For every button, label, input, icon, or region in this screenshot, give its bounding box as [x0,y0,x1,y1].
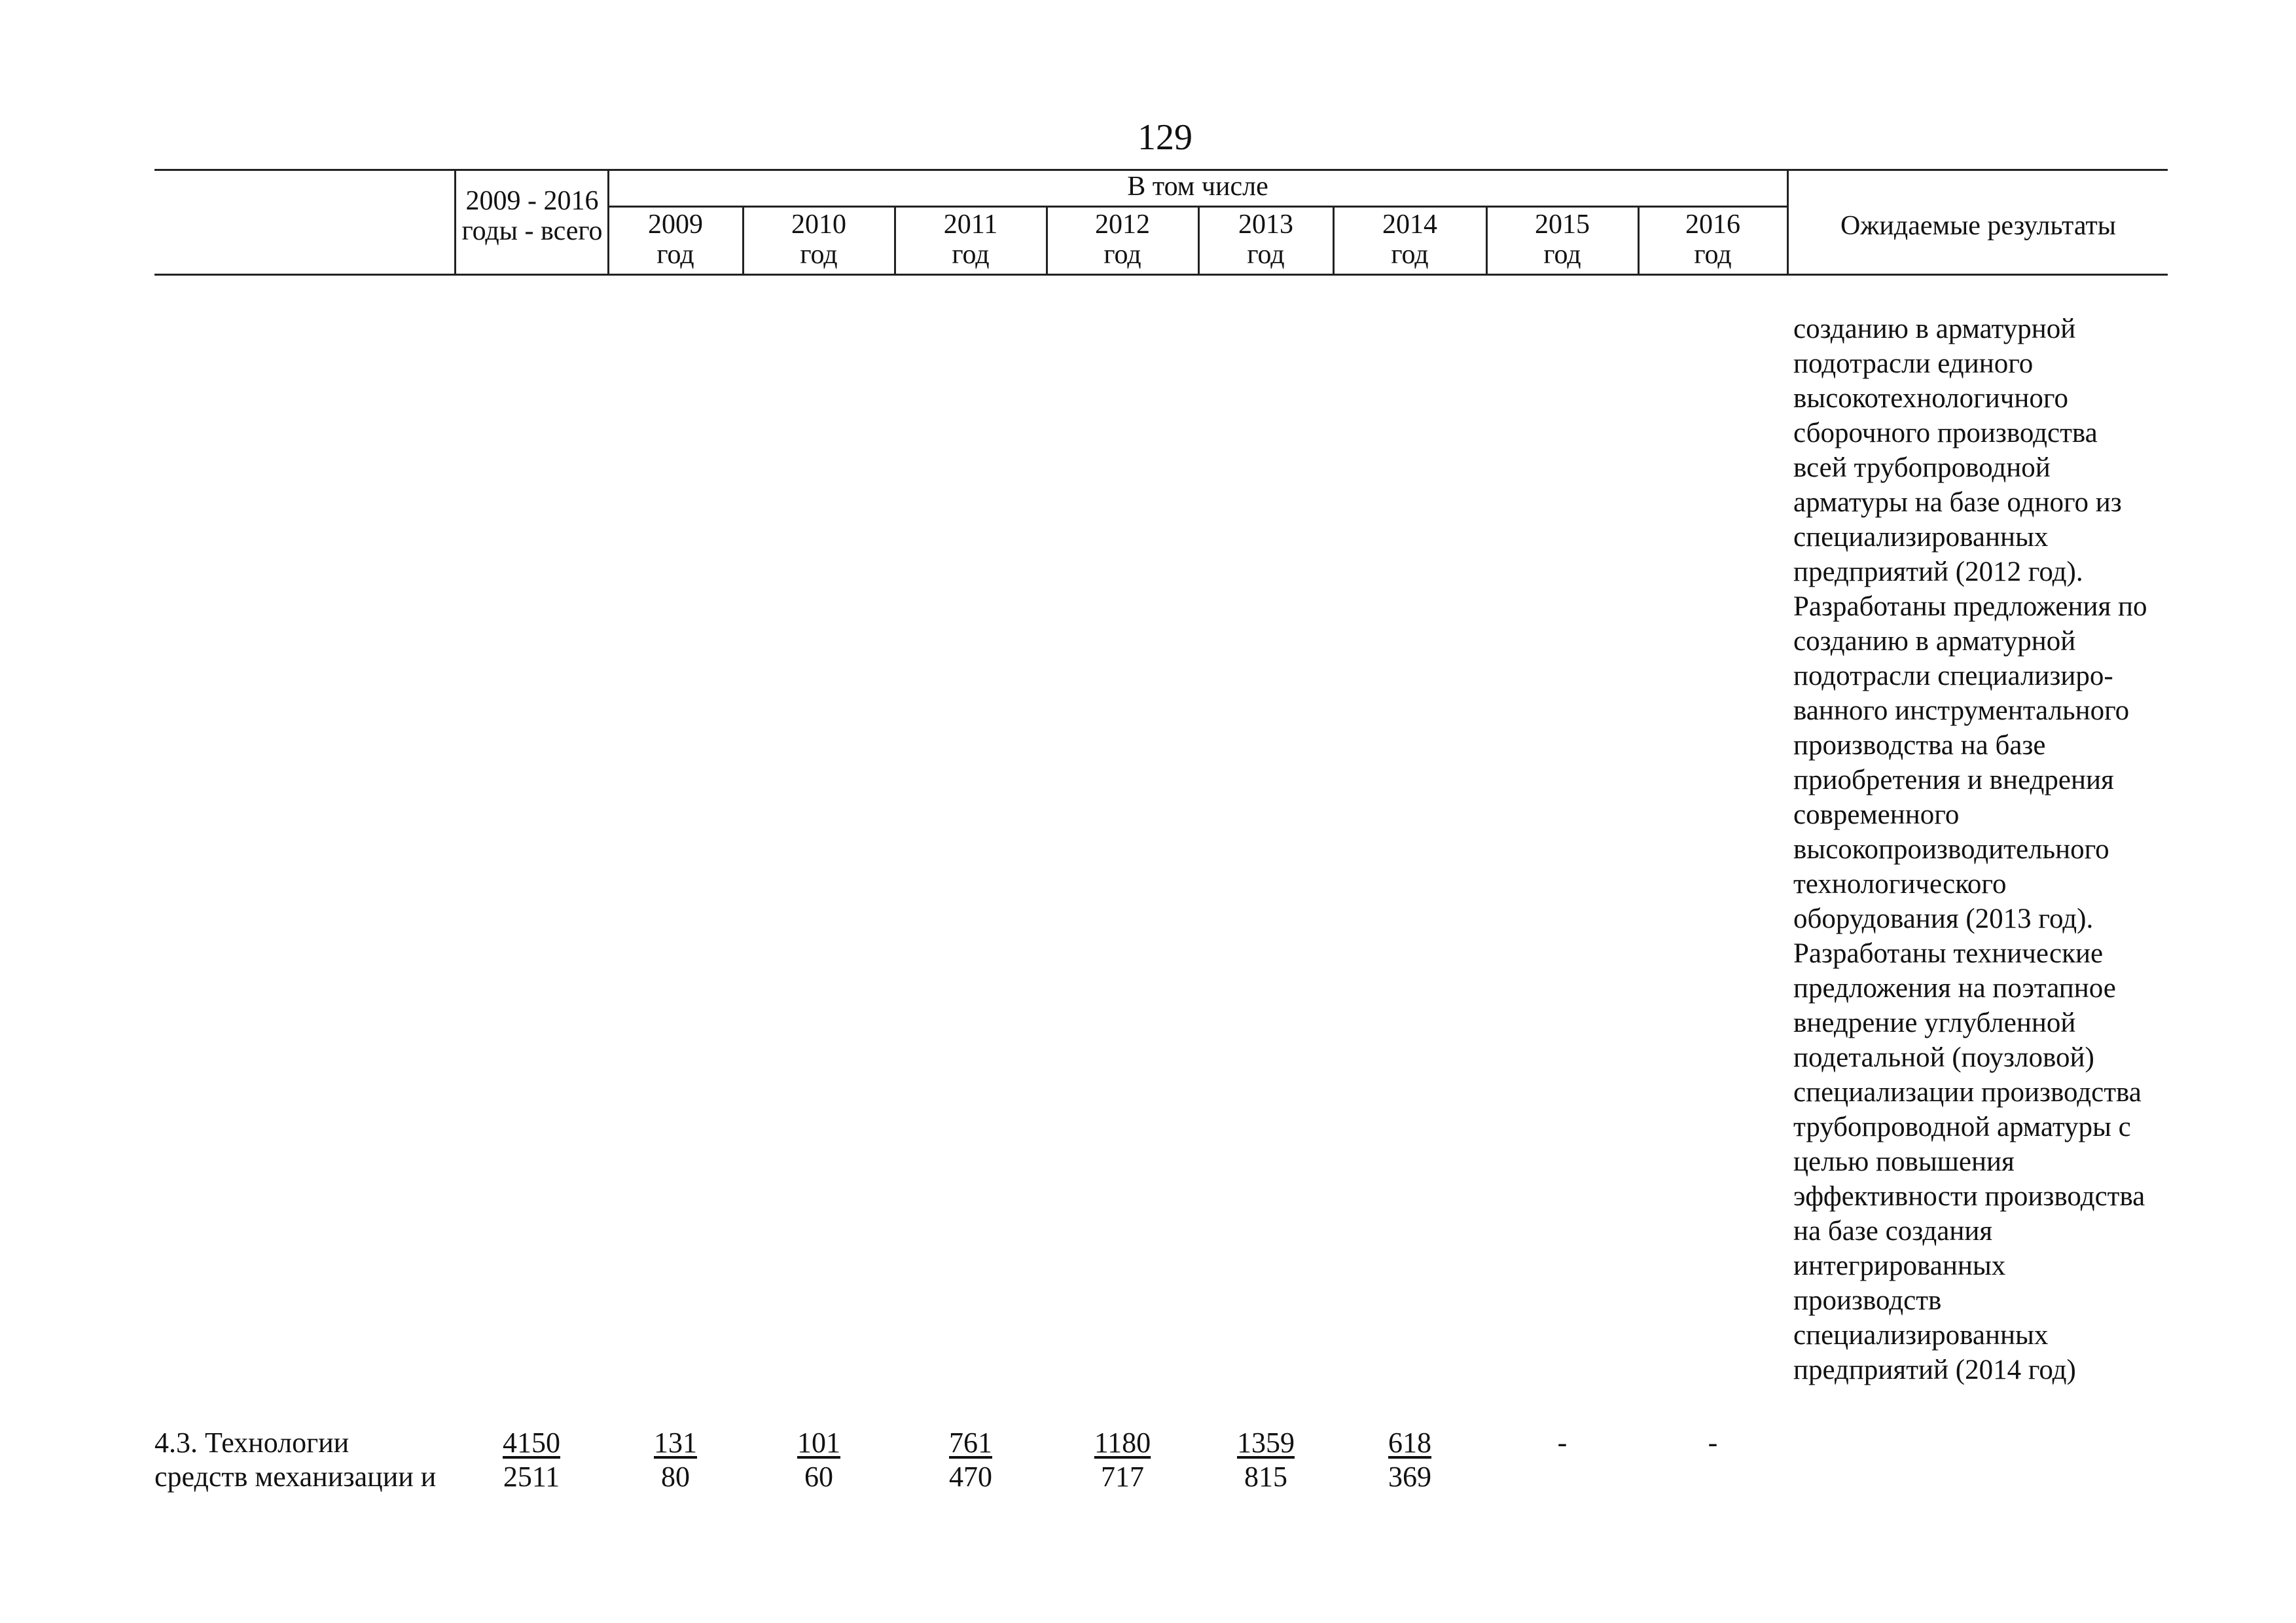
results-line: подотрасли единого [1793,348,2034,379]
cell-2014 [1334,1426,1486,1494]
cell-line1: 131 [654,1427,697,1459]
row-label [154,1426,456,1494]
results-line: сборочного производства [1793,418,2098,448]
year-unit: год [1543,240,1581,270]
results-line: созданию в арматурной [1793,314,2076,344]
results-line: приобретения и внедрения [1793,765,2114,795]
cell-line1: - [1708,1427,1718,1459]
results-line: оборудования (2013 год). [1793,903,2094,934]
results-line: высокопроизводительного [1793,834,2109,865]
row-label-line2: средств механизации и [154,1461,437,1493]
results-text [1793,312,2186,1387]
cell-line2: 815 [1244,1461,1287,1493]
header-total [459,186,605,246]
header-year-2013 [1199,210,1333,270]
year-unit: год [952,240,990,270]
year-unit: год [800,240,838,270]
results-line: арматуры на базе одного из [1793,487,2122,518]
cell-line1: 761 [949,1427,992,1459]
cell-line1: 1359 [1237,1427,1295,1459]
cell-line2: 60 [804,1461,833,1493]
year-label: 2016 [1685,210,1740,240]
col-divider [454,169,456,276]
results-line: Разработаны предложения по [1793,591,2147,622]
year-label: 2011 [943,210,998,240]
cell-2011 [895,1426,1046,1494]
header-year-2011 [895,210,1046,270]
results-line: специализированных [1793,522,2049,553]
cell-line1: 1180 [1094,1427,1151,1459]
results-line: предприятий (2014 год) [1793,1355,2076,1385]
header-year-2009 [609,210,742,270]
year-label: 2010 [791,210,846,240]
header-year-2012 [1047,210,1198,270]
header-top-rule [154,169,2168,171]
results-line: специализированных [1793,1320,2049,1351]
row-label-line1: 4.3. Технологии [154,1427,350,1459]
results-line: специализации производства [1793,1077,2142,1108]
cell-2012 [1047,1426,1198,1494]
cell-total-line1: 4150 [503,1427,560,1459]
year-label: 2014 [1382,210,1437,240]
cell-2016 [1639,1426,1787,1460]
year-label: 2015 [1535,210,1590,240]
year-unit: год [1247,240,1285,270]
results-line: технологического [1793,869,2007,900]
cell-total [454,1426,609,1494]
results-line: интегрированных [1793,1250,2006,1281]
results-line: эффективности производства [1793,1181,2145,1212]
year-unit: год [1103,240,1141,270]
cell-2010 [744,1426,894,1494]
page-number: 129 [1138,117,1193,158]
cell-line2: 717 [1101,1461,1144,1493]
results-line: на базе создания [1793,1216,1993,1247]
header-year-2014 [1334,210,1486,270]
cell-2009 [609,1426,742,1494]
year-unit: год [1391,240,1429,270]
results-line: современного [1793,799,1960,830]
results-line: ванного инструментального [1793,695,2130,726]
results-line: производства на базе [1793,730,2046,761]
results-line: высокотехнологичного [1793,383,2068,414]
cell-line2: 80 [661,1461,690,1493]
header-year-2016 [1639,210,1787,270]
year-unit: год [656,240,694,270]
header-year-2015 [1487,210,1638,270]
year-label: 2009 [648,210,703,240]
cell-line1: 101 [797,1427,840,1459]
header-total-line1: 2009 - 2016 [465,186,599,216]
header-total-line2: годы - всего [461,216,603,246]
year-label: 2012 [1095,210,1150,240]
cell-2015 [1487,1426,1638,1460]
cell-line2: 470 [949,1461,992,1493]
results-line: Разработаны технические [1793,938,2104,969]
results-line: подотрасли специализиро- [1793,661,2113,691]
results-line: созданию в арматурной [1793,626,2076,657]
header-bottom-rule [154,274,2168,276]
results-line: производств [1793,1285,1942,1316]
results-line: трубопроводной арматуры с [1793,1112,2131,1142]
header-year-2010 [744,210,894,270]
results-line: предложения на поэтапное [1793,973,2116,1004]
cell-line2: 369 [1388,1461,1431,1493]
cell-line1: 618 [1388,1427,1431,1459]
results-line: целью повышения [1793,1146,2015,1177]
cell-line1: - [1557,1427,1568,1459]
results-line: внедрение углубленной [1793,1008,2076,1038]
year-label: 2013 [1238,210,1293,240]
cell-2013 [1199,1426,1333,1494]
results-line: подетальной (поузловой) [1793,1042,2094,1073]
header-results: Ожидаемые результаты [1840,211,2116,241]
cell-total-line2: 2511 [503,1461,560,1493]
results-line: предприятий (2012 год). [1793,556,2083,587]
header-group-label: В том числе [1127,172,1268,202]
results-line: всей трубопроводной [1793,452,2051,483]
year-unit: год [1694,240,1732,270]
